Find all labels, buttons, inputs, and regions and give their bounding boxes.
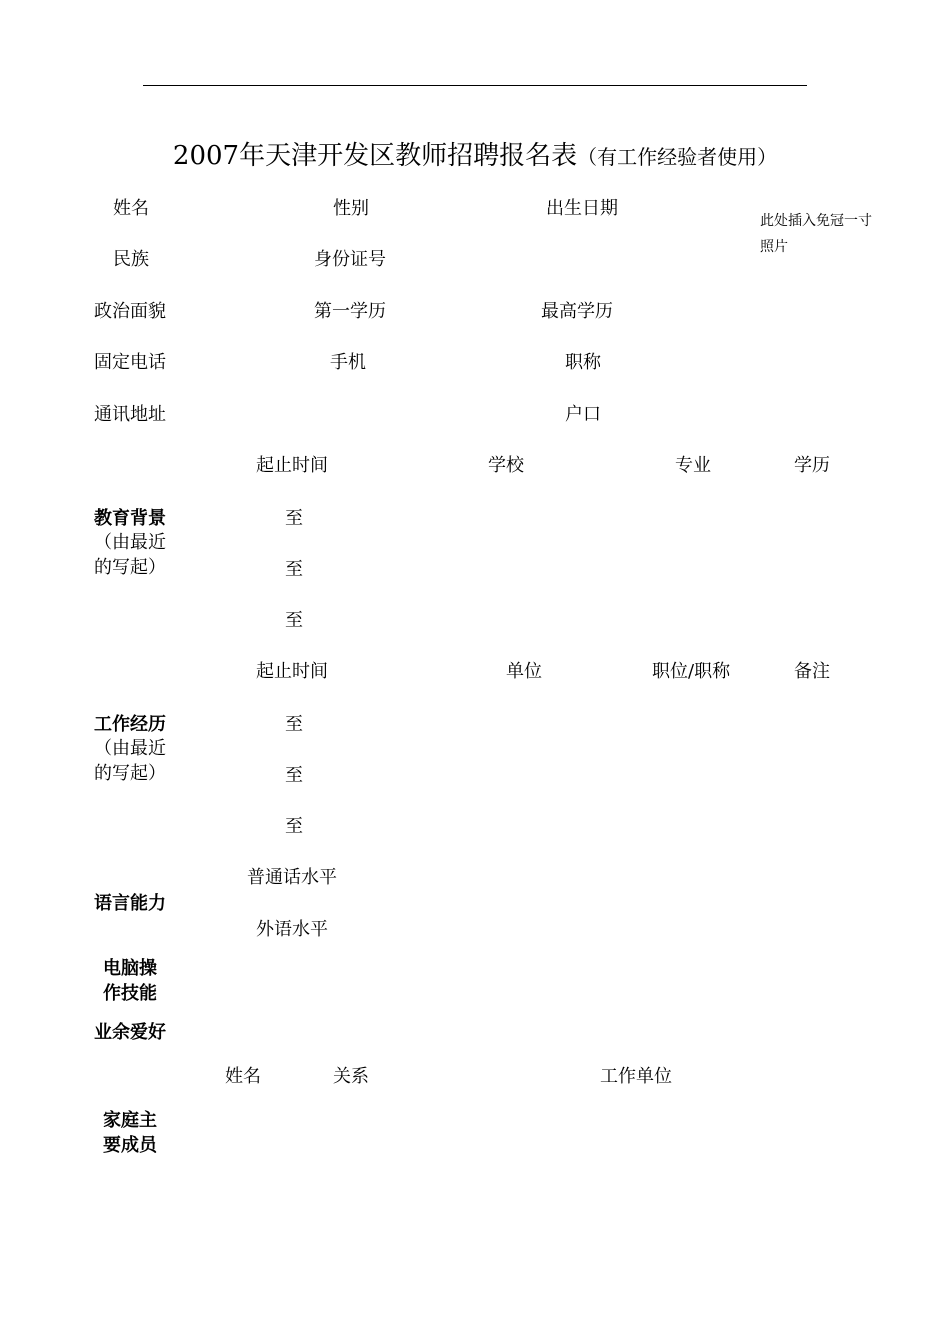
work-section-label: 工作经历 [94, 714, 166, 735]
work-col-period: 起止时间 [256, 661, 328, 682]
computer-label-line-2: 作技能 [103, 983, 157, 1004]
title-main: 2007年天津开发区教师招聘报名表 [172, 141, 578, 171]
edu-row-1-to: 至 [285, 508, 303, 529]
top-rule [143, 85, 807, 86]
work-row-2-to: 至 [285, 765, 303, 786]
work-col-employer: 单位 [506, 661, 542, 682]
language-section-label: 语言能力 [94, 893, 166, 914]
family-label-line-1: 家庭主 [103, 1110, 157, 1131]
label-first-degree: 第一学历 [314, 301, 386, 322]
label-mobile: 手机 [330, 352, 366, 373]
label-mandarin-level: 普通话水平 [247, 867, 337, 888]
label-id-number: 身份证号 [314, 249, 386, 270]
label-political-status: 政治面貌 [94, 301, 166, 322]
edu-col-period: 起止时间 [256, 455, 328, 476]
work-section-note-2: 的写起） [94, 763, 166, 784]
label-foreign-language-level: 外语水平 [256, 919, 328, 940]
label-household: 户口 [565, 404, 601, 425]
family-label-line-2: 要成员 [103, 1135, 157, 1156]
edu-col-major: 专业 [675, 455, 711, 476]
label-highest-degree: 最高学历 [541, 301, 613, 322]
edu-section-label: 教育背景 [94, 508, 166, 529]
edu-col-school: 学校 [488, 455, 524, 476]
label-gender: 性别 [333, 198, 369, 219]
label-name: 姓名 [113, 198, 149, 219]
edu-section-note-1: （由最近 [94, 532, 166, 553]
work-col-position: 职位/职称 [652, 661, 731, 682]
label-job-title: 职称 [565, 352, 601, 373]
work-row-3-to: 至 [285, 816, 303, 837]
work-section-note-1: （由最近 [94, 738, 166, 759]
hobbies-label: 业余爱好 [94, 1022, 166, 1043]
edu-row-3-to: 至 [285, 610, 303, 631]
computer-label-line-1: 电脑操 [103, 958, 157, 979]
label-address: 通讯地址 [94, 404, 166, 425]
edu-col-degree: 学历 [794, 455, 830, 476]
family-col-name: 姓名 [225, 1066, 261, 1087]
photo-placeholder: 此处插入免冠一寸照片 [760, 213, 872, 255]
edu-section-note-2: 的写起） [94, 557, 166, 578]
form-title [0, 140, 950, 173]
label-ethnicity: 民族 [113, 249, 149, 270]
label-birth-date: 出生日期 [546, 198, 618, 219]
title-sub: （有工作经验者使用） [577, 145, 778, 169]
label-landline: 固定电话 [94, 352, 166, 373]
work-col-remarks: 备注 [794, 661, 830, 682]
edu-row-2-to: 至 [285, 559, 303, 580]
work-row-1-to: 至 [285, 714, 303, 735]
family-col-relation: 关系 [333, 1066, 369, 1087]
family-col-employer: 工作单位 [600, 1066, 672, 1087]
